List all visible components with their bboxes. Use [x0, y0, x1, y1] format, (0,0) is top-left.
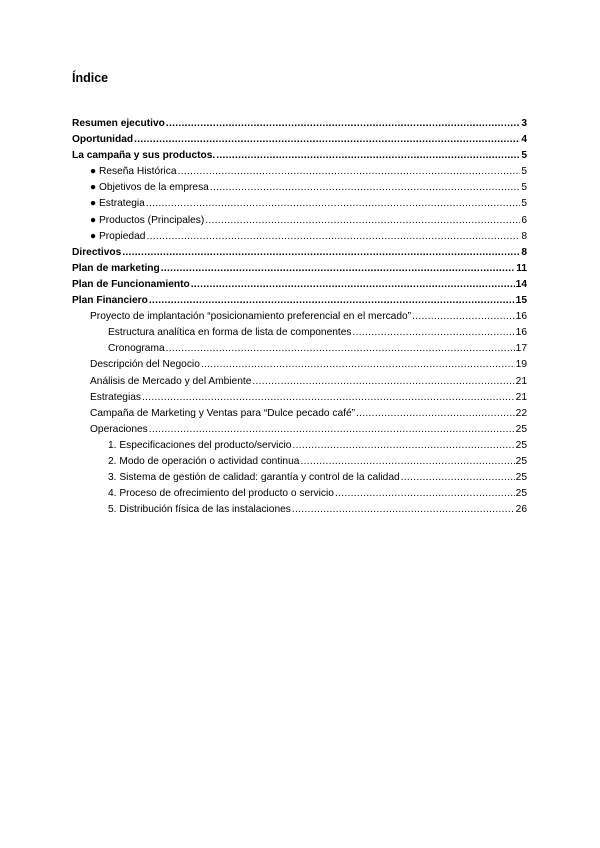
- toc-entry-label: 2. Modo de operación o actividad continua: [108, 455, 300, 467]
- toc-entry[interactable]: [72, 229, 527, 245]
- toc-entry-page-number: 5: [521, 198, 527, 210]
- toc-entry-page-number: 19: [515, 359, 527, 371]
- toc-leader-dots: [335, 486, 515, 502]
- toc-entry-page-number: 25: [515, 455, 527, 467]
- toc-entry-page-number: 25: [515, 488, 527, 500]
- toc-entry[interactable]: [72, 293, 527, 309]
- toc-entry-label: Operaciones: [90, 423, 148, 435]
- toc-entry-label: ● Reseña Histórica: [90, 166, 177, 178]
- toc-entry[interactable]: [72, 245, 527, 261]
- toc-entry[interactable]: [72, 422, 527, 438]
- toc-entry-page-number: 15: [515, 295, 527, 307]
- toc-entry-page-number: 3: [521, 118, 527, 129]
- toc-entry-page-number: 26: [515, 504, 527, 516]
- toc-entry[interactable]: [72, 502, 527, 518]
- toc-entry[interactable]: [72, 486, 527, 502]
- toc-entry-label: 5. Distribución física de las instalaciones: [108, 504, 291, 516]
- toc-leader-dots: [142, 390, 515, 406]
- toc-entry-page-number: 5: [521, 166, 527, 178]
- toc-entry-page-number: 16: [515, 311, 527, 323]
- toc-entry-page-number: 21: [515, 375, 527, 387]
- toc-entry[interactable]: [72, 390, 527, 406]
- toc-entry[interactable]: [72, 180, 527, 196]
- toc-entry[interactable]: [72, 470, 527, 486]
- toc-leader-dots: [149, 293, 515, 309]
- page-title: Índice: [72, 71, 109, 85]
- toc-entry-page-number: 8: [521, 246, 527, 258]
- toc-entry[interactable]: [72, 164, 527, 180]
- toc-leader-dots: [216, 148, 520, 164]
- toc-leader-dots: [166, 341, 515, 357]
- toc-entry-label: ● Productos (Principales): [90, 214, 205, 226]
- toc-entry-page-number: 14: [515, 278, 527, 290]
- toc-leader-dots: [292, 502, 515, 518]
- toc-entry-label: Plan de Funcionamiento: [72, 278, 190, 290]
- toc-entry-page-number: 25: [515, 472, 527, 484]
- toc-entry[interactable]: [72, 438, 527, 454]
- toc-leader-dots: [161, 261, 515, 277]
- toc-entry[interactable]: [72, 357, 527, 373]
- toc-leader-dots: [412, 309, 515, 325]
- toc-leader-dots: [134, 132, 520, 148]
- toc-entry[interactable]: [72, 261, 527, 277]
- toc-entry-label: 3. Sistema de gestión de calidad: garantía y control de la calidad: [108, 472, 400, 484]
- toc-leader-dots: [201, 357, 515, 373]
- toc-entry-label: Análisis de Mercado y del Ambiente: [90, 375, 252, 387]
- toc-leader-dots: [166, 116, 520, 132]
- toc-entry-label: Resumen ejecutivo: [72, 118, 165, 129]
- toc-leader-dots: [146, 196, 520, 212]
- toc-entry-label: ● Estrategia: [90, 198, 145, 210]
- toc-entry-page-number: 8: [521, 230, 527, 242]
- toc-entry[interactable]: [72, 374, 527, 390]
- toc-entry[interactable]: [72, 116, 527, 132]
- toc-entry-label: ● Objetivos de la empresa: [90, 182, 209, 194]
- toc-entry-label: Directivos: [72, 246, 122, 258]
- toc-entry-label: Cronograma: [108, 343, 165, 355]
- toc-entry-label: Oportunidad: [72, 134, 134, 146]
- toc-entry-label: Campaña de Marketing y Ventas para “Dulce pecado café”: [90, 407, 356, 419]
- toc-entry-page-number: 17: [515, 343, 527, 355]
- toc-entry-page-number: 11: [516, 262, 527, 274]
- toc-leader-dots: [252, 374, 514, 390]
- toc-entry-page-number: 16: [515, 327, 527, 339]
- toc-leader-dots: [122, 245, 520, 261]
- toc-entry-label: Plan de marketing: [72, 262, 160, 274]
- toc-entry[interactable]: [72, 309, 527, 325]
- toc-leader-dots: [178, 164, 521, 180]
- toc-entry[interactable]: [72, 341, 527, 357]
- toc-leader-dots: [205, 213, 520, 229]
- toc-entry-label: Estructura analítica en forma de lista de componentes: [108, 327, 352, 339]
- toc-entry-page-number: 25: [515, 439, 527, 451]
- toc-entry-label: Descripción del Negocio: [90, 359, 200, 371]
- toc-leader-dots: [292, 438, 514, 454]
- toc-entry[interactable]: [72, 406, 527, 422]
- toc-leader-dots: [210, 180, 520, 196]
- toc-entry-page-number: 4: [521, 134, 527, 146]
- toc-leader-dots: [401, 470, 515, 486]
- toc-entry-label: 1. Especificaciones del producto/servicio: [108, 439, 292, 451]
- toc-entry[interactable]: [72, 148, 527, 164]
- toc-leader-dots: [300, 454, 514, 470]
- toc-entry-label: La campaña y sus productos.: [72, 150, 216, 162]
- table-of-contents: [72, 116, 527, 518]
- toc-entry-label: Plan Financiero: [72, 295, 148, 307]
- toc-entry[interactable]: [72, 213, 527, 229]
- toc-leader-dots: [353, 325, 515, 341]
- toc-entry-label: Proyecto de implantación “posicionamiento preferencial en el mercado”: [90, 311, 412, 323]
- toc-entry[interactable]: [72, 277, 527, 293]
- toc-entry-label: 4. Proceso de ofrecimiento del producto o servicio: [108, 488, 334, 500]
- toc-entry-label: Estrategias: [90, 391, 141, 403]
- toc-leader-dots: [191, 277, 515, 293]
- toc-entry-page-number: 21: [515, 391, 527, 403]
- toc-entry-page-number: 22: [515, 407, 527, 419]
- toc-entry[interactable]: [72, 454, 527, 470]
- toc-leader-dots: [149, 422, 515, 438]
- toc-entry[interactable]: [72, 196, 527, 212]
- toc-entry[interactable]: [72, 132, 527, 148]
- toc-entry-page-number: 25: [515, 423, 527, 435]
- toc-entry-page-number: 6: [521, 214, 527, 226]
- toc-entry-page-number: 5: [521, 182, 527, 194]
- toc-leader-dots: [146, 229, 520, 245]
- toc-leader-dots: [356, 406, 515, 422]
- toc-entry-label: ● Propiedad: [90, 230, 146, 242]
- toc-entry-page-number: 5: [521, 150, 527, 162]
- toc-entry[interactable]: [72, 325, 527, 341]
